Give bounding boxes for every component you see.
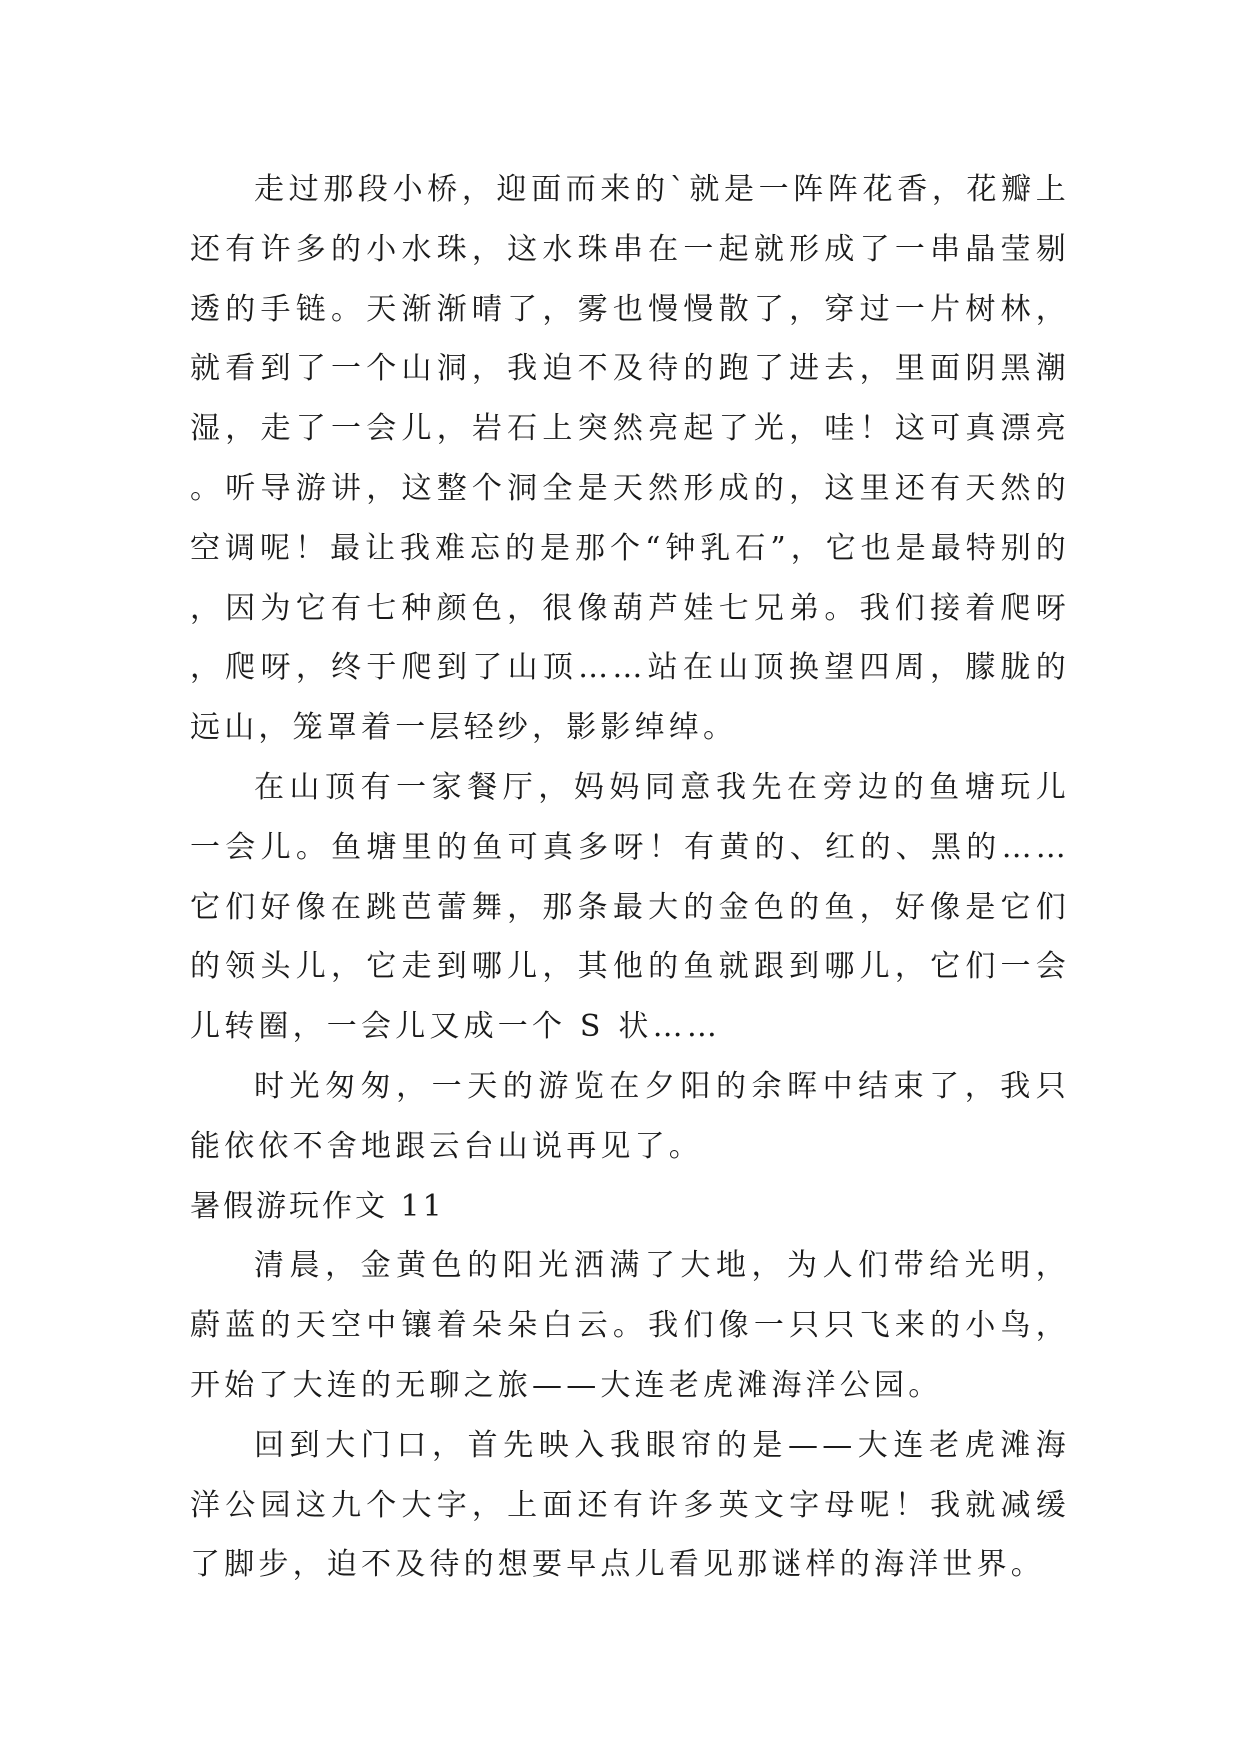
paragraph-farewell: 时光匆匆，一天的游览在夕阳的余晖中结束了，我只能依依不舍地跟云台山说再见了。 [190, 1068, 1070, 1164]
paragraph-morning: 清晨，金黄色的阳光洒满了大地，为人们带给光明，蔚蓝的天空中镶着朵朵白云。我们像一只只飞来的小鸟，开始了大连的无聊之旅——大连老虎滩海洋公园。 [190, 1248, 1070, 1403]
document-body [190, 160, 1070, 1595]
paragraph-fish-pond: 在山顶有一家餐厅，妈妈同意我先在旁边的鱼塘玩儿一会儿。鱼塘里的鱼可真多呀！有黄的、红的、黑的……它们好像在跳芭蕾舞，那条最大的金色的鱼，好像是它们的领头儿，它走到哪儿，其他的鱼就跟到哪儿，它们一会儿转圈，一会儿又成一个 S 状…… [190, 769, 1070, 1045]
paragraph-park-gate: 回到大门口，首先映入我眼帘的是——大连老虎滩海洋公园这九个大字，上面还有许多英文字母呢！我就减缓了脚步，迫不及待的想要早点儿看见那谜样的海洋世界。 [190, 1427, 1070, 1583]
paragraph-mountain-cave: 走过那段小桥，迎面而来的`就是一阵阵花香，花瓣上还有许多的小水珠，这水珠串在一起就形成了一串晶莹剔透的手链。天渐渐晴了，雾也慢慢散了，穿过一片树林，就看到了一个山洞，我迫不及待的跑了进去，里面阴黑潮湿，走了一会儿，岩石上突然亮起了光，哇！这可真漂亮。听导游讲，这整个洞全是天然形成的，这里还有天然的空调呢！最让我难忘的是那个“钟乳石”，它也是最特别的，因为它有七种颜色，很像葫芦娃七兄弟。我们接着爬呀，爬呀，终于爬到了山顶……站在山顶换望四周，朦胧的远山，笼罩着一层轻纱，影影绰绰。 [190, 172, 1070, 746]
section-title: 暑假游玩作文 11 [190, 1188, 445, 1224]
